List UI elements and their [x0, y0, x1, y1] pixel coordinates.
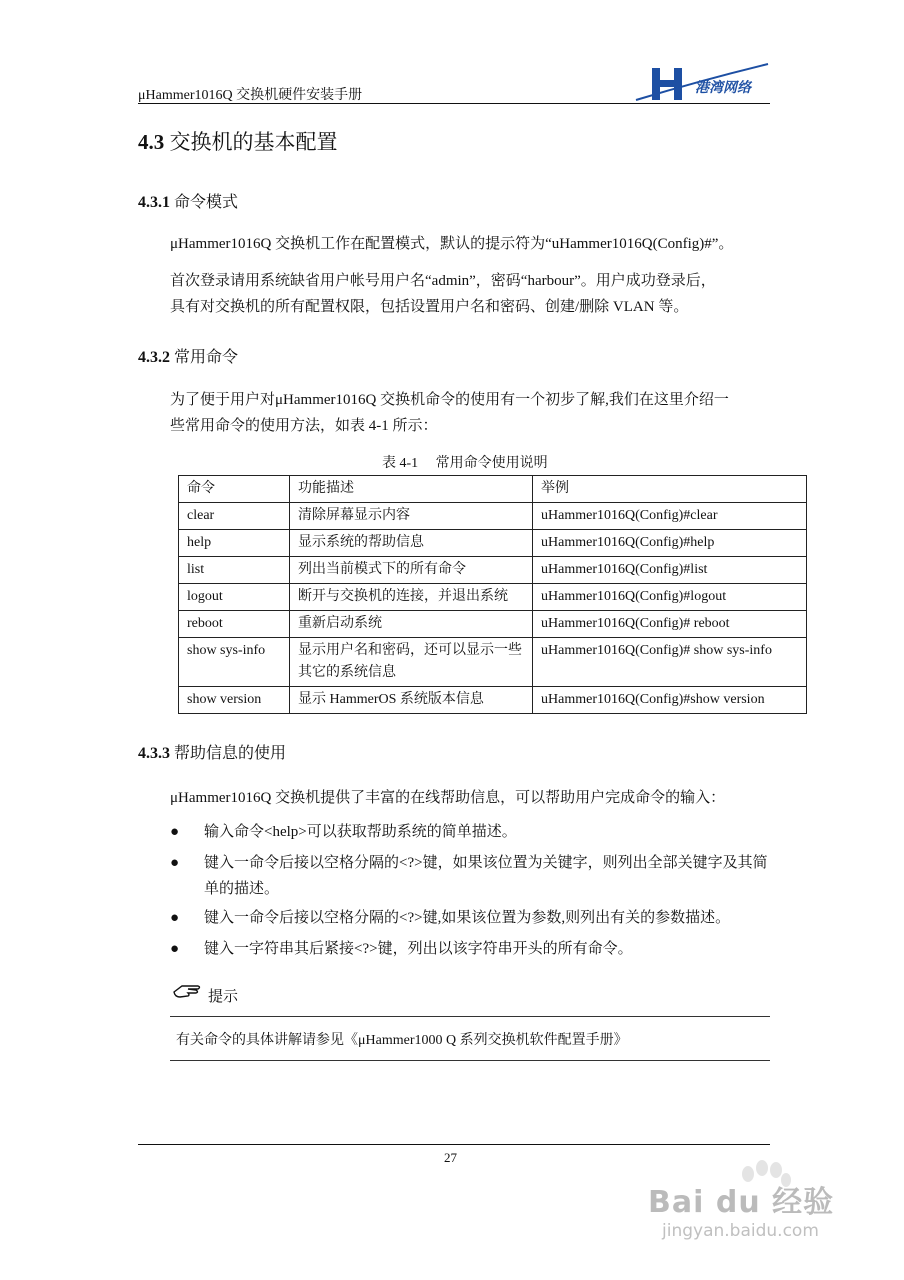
table-caption: 表 4-1 常用命令使用说明: [382, 456, 548, 471]
list-item: [170, 936, 780, 962]
list-item: [170, 905, 780, 931]
table-cell-description: 清除屏幕显示内容: [290, 503, 533, 530]
bullet-icon: ●: [170, 855, 180, 871]
commands-table: [178, 475, 807, 714]
list-item-text: 键入一字符串其后紧接<?>键，列出以该字符串开头的所有命令。: [204, 941, 633, 957]
table-cell-description: 显示系统的帮助信息: [290, 530, 533, 557]
table-header-cell: 功能描述: [290, 476, 533, 503]
subsection-number-1: 4.3.1: [138, 194, 170, 211]
table-row: [179, 557, 807, 584]
header-rule: [138, 103, 770, 104]
bullet-icon: ●: [170, 910, 180, 926]
footer-rule: [138, 1144, 770, 1145]
table-cell-example: uHammer1016Q(Config)#logout: [533, 584, 807, 611]
list-item: [170, 850, 780, 902]
command-mode-paragraph-2-line-2: 具有对交换机的所有配置权限，包括设置用户名和密码、创建/删除 VLAN 等。: [170, 299, 689, 315]
table-cell-description: 断开与交换机的连接，并退出系统: [290, 584, 533, 611]
pointing-hand-icon: [172, 980, 202, 1000]
list-item-text: 键入一命令后接以空格分隔的<?>键,如果该位置为参数,则列出有关的参数描述。: [204, 910, 731, 926]
table-cell-example: uHammer1016Q(Config)#show version: [533, 687, 807, 714]
table-cell-description: 列出当前模式下的所有命令: [290, 557, 533, 584]
subsection-title-1: [138, 189, 238, 212]
watermark-brand: Bai du 经验: [648, 1185, 835, 1220]
common-commands-paragraph-line-1: 为了便于用户对μHammer1016Q 交换机命令的使用有一个初步了解,我们在这里介绍一: [170, 392, 729, 408]
logo-text: 港湾网络: [695, 80, 751, 96]
table-row: [179, 638, 807, 687]
header-title: μHammer1016Q 交换机硬件安装手册: [138, 88, 363, 103]
subsection-title-text-2: 常用命令: [174, 349, 239, 366]
table-cell-command: reboot: [179, 611, 290, 638]
table-cell-command: show version: [179, 687, 290, 714]
subsection-title-text-3: 帮助信息的使用: [174, 745, 287, 762]
table-cell-example: uHammer1016Q(Config)# reboot: [533, 611, 807, 638]
help-intro-paragraph: μHammer1016Q 交换机提供了丰富的在线帮助信息，可以帮助用户完成命令的输入：: [170, 790, 726, 806]
watermark-url: jingyan.baidu.com: [662, 1221, 819, 1241]
table-row: [179, 530, 807, 557]
table-cell-example: uHammer1016Q(Config)#clear: [533, 503, 807, 530]
page-number: 27: [444, 1150, 457, 1165]
table-row: [179, 687, 807, 714]
table-cell-command: list: [179, 557, 290, 584]
tip-divider-top: [170, 1016, 770, 1017]
table-cell-description: 重新启动系统: [290, 611, 533, 638]
table-cell-example: uHammer1016Q(Config)#help: [533, 530, 807, 557]
subsection-number-2: 4.3.2: [138, 349, 170, 366]
table-row: [179, 611, 807, 638]
table-header-cell: 命令: [179, 476, 290, 503]
table-cell-example: uHammer1016Q(Config)#list: [533, 557, 807, 584]
table-cell-command: show sys-info: [179, 638, 290, 687]
table-cell-description: 显示 HammerOS 系统版本信息: [290, 687, 533, 714]
table-row: [179, 503, 807, 530]
table-header-row: [179, 476, 807, 503]
command-mode-paragraph-2-line-1: 首次登录请用系统缺省用户帐号用户名“admin”，密码“harbour”。用户成功登录后，: [170, 273, 716, 289]
list-item-text: 输入命令<help>可以获取帮助系统的简单描述。: [204, 824, 517, 840]
bullet-icon: ●: [170, 824, 180, 840]
list-item-text: 键入一命令后接以空格分隔的<?>键，如果该位置为关键字，则列出全部关键字及其简单的描述。: [204, 855, 768, 897]
table-cell-description: 显示用户名和密码，还可以显示一些其它的系统信息: [290, 638, 533, 687]
section-title: [138, 126, 338, 156]
command-mode-paragraph-1: μHammer1016Q 交换机工作在配置模式，默认的提示符为“uHammer1016Q(Config)#”。: [170, 236, 734, 252]
tip-text: 有关命令的具体讲解请参见《μHammer1000 Q 系列交换机软件配置手册》: [176, 1033, 628, 1048]
subsection-title-2: [138, 344, 238, 367]
subsection-title-text-1: 命令模式: [174, 194, 239, 211]
tip-divider-bottom: [170, 1060, 770, 1061]
table-cell-example: uHammer1016Q(Config)# show sys-info: [533, 638, 807, 687]
table-cell-command: logout: [179, 584, 290, 611]
common-commands-paragraph-line-2: 些常用命令的使用方法，如表 4-1 所示：: [170, 418, 438, 434]
section-number: 4.3: [138, 130, 165, 154]
tip-label: 提示: [208, 989, 239, 1005]
section-title-text: 交换机的基本配置: [169, 130, 338, 154]
table-header-cell: 举例: [533, 476, 807, 503]
subsection-number-3: 4.3.3: [138, 745, 170, 762]
subsection-title-3: [138, 740, 286, 763]
table-cell-command: clear: [179, 503, 290, 530]
table-row: [179, 584, 807, 611]
bullet-icon: ●: [170, 941, 180, 957]
list-item: [170, 819, 780, 845]
table-cell-command: help: [179, 530, 290, 557]
